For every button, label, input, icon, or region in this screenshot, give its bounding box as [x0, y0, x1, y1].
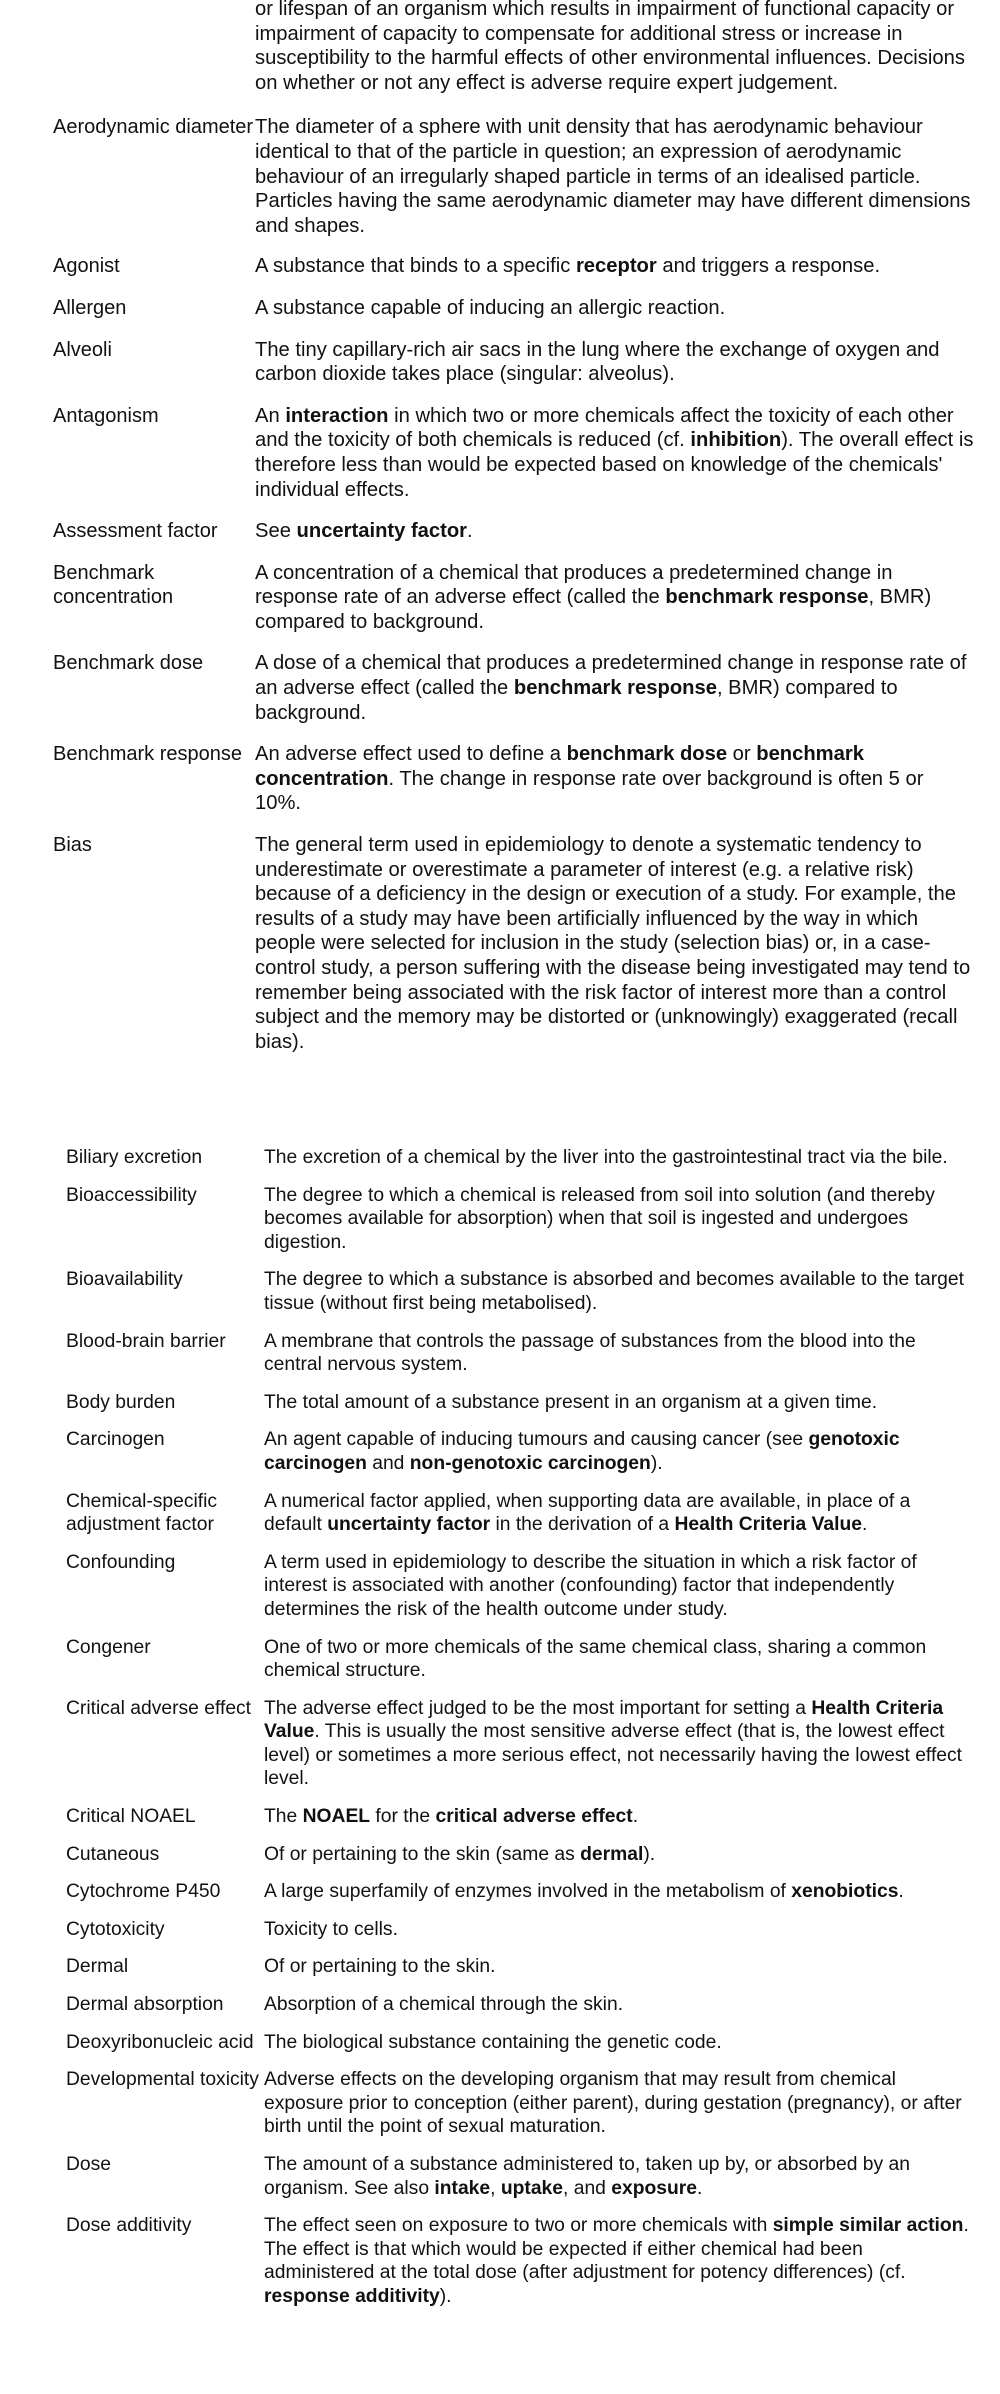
glossary-term: Dermal [66, 1956, 129, 1978]
definition-text: , BMR) compared to background. [255, 586, 932, 633]
definition-text: A substance that binds to a specific [255, 255, 576, 278]
definition-text: See [255, 520, 297, 543]
definition-text: Adverse effects on the developing organism that may result from chemical exposure prior to conception (either parent), during gestation (pregnancy), or after birth until the point of sexual maturation. [264, 2069, 962, 2138]
glossary-entry-chemical-specific-adjustment-factor [0, 1490, 1000, 1537]
definition-text: The effect seen on exposure to two or more chemicals with [264, 2215, 773, 2237]
glossary-definition [255, 0, 975, 95]
glossary-entry-congener [0, 1636, 1000, 1683]
glossary-definition [264, 1880, 972, 1904]
glossary-definition [264, 1551, 972, 1622]
definition-text: . The effect is that which would be expected if either chemical had been administered at the total dose (after adjustment for potency differences) (cf. [264, 2215, 969, 2284]
glossary-definition [255, 296, 975, 321]
glossary-entry-bias [0, 833, 1000, 1054]
glossary-term: Dose [66, 2154, 112, 2175]
definition-text: A numerical factor applied, when supporting data are available, in place of a default [264, 1490, 911, 1536]
glossary-entry-dermal-absorption [0, 1993, 1000, 2017]
cross-reference-term: response additivity [264, 2285, 440, 2307]
glossary-term: Deoxyribonucleic acid [66, 2031, 254, 2053]
glossary-term: Benchmark dose [53, 652, 204, 675]
glossary-entry-blood-brain-barrier [0, 1330, 1000, 1377]
glossary-definition [255, 338, 975, 387]
glossary-term: Bias [53, 834, 92, 857]
glossary-definition [255, 561, 975, 635]
definition-text: The amount of a substance administered to, taken up by, or absorbed by an organism. See also [264, 2154, 910, 2199]
glossary-entry-confounding [0, 1551, 1000, 1622]
glossary-term: Bioavailability [66, 1269, 183, 1291]
glossary-definition [264, 1330, 972, 1377]
glossary-entry-alveoli [0, 338, 1000, 387]
cross-reference-term: benchmark dose [566, 743, 728, 766]
glossary-entry-benchmark-concentration [0, 561, 1000, 635]
cross-reference-term: Health Criteria Value [674, 1514, 862, 1536]
definition-text: or [727, 743, 757, 766]
definition-text: A substance capable of inducing an allergic reaction. [255, 296, 726, 319]
cross-reference-term: exposure [611, 2177, 697, 2199]
definition-text: , [490, 2177, 501, 2199]
cross-reference-term: non-genotoxic carcinogen [409, 1452, 651, 1474]
glossary-entry-allergen [0, 296, 1000, 321]
definition-text: in the derivation of a [490, 1514, 675, 1536]
glossary-term: Developmental toxicity [66, 2069, 259, 2091]
glossary-term: Cytochrome P450 [66, 1881, 221, 1903]
definition-text: and [366, 1452, 410, 1474]
definition-text: Of or pertaining to the skin (same as [264, 1843, 581, 1865]
glossary-term: Dermal absorption [66, 1994, 224, 2016]
glossary-term: Assessment factor [53, 520, 218, 543]
definition-text: . [632, 1806, 639, 1828]
definition-text: An agent capable of inducing tumours and causing cancer (see [264, 1429, 809, 1451]
glossary-definition [264, 1805, 972, 1829]
glossary-entry-cutaneous [0, 1843, 1000, 1867]
glossary-term: Antagonism [53, 404, 159, 427]
glossary-entry-critical-adverse-effect [0, 1697, 1000, 1791]
glossary-definition [264, 1428, 972, 1475]
glossary-entry-cytochrome-p450 [0, 1880, 1000, 1904]
cross-reference-term: intake [434, 2177, 491, 2199]
definition-text: ). [643, 1843, 656, 1865]
definition-text: The total amount of a substance present in an organism at a given time. [264, 1391, 878, 1413]
cross-reference-term: simple similar action [772, 2215, 964, 2237]
glossary-entry-bioaccessibility [0, 1184, 1000, 1255]
definition-text: Of or pertaining to the skin. [264, 1956, 496, 1978]
definition-text: The tiny capillary-rich air sacs in the lung where the exchange of oxygen and carbon dioxide takes place (singular: alveolus). [255, 338, 940, 386]
glossary-definition [264, 1146, 972, 1170]
glossary-definition [264, 1843, 972, 1867]
cross-reference-term: NOAEL [302, 1806, 371, 1828]
cross-reference-term: dermal [580, 1843, 644, 1865]
definition-text: A dose of a chemical that produces a predetermined change in response rate of an adverse effect (called the [255, 652, 967, 700]
glossary-definition [264, 1697, 972, 1791]
glossary-term: Cutaneous [66, 1843, 160, 1865]
definition-text: and triggers a response. [656, 255, 881, 278]
glossary-term: Critical adverse effect [66, 1697, 252, 1719]
definition-text: The biological substance containing the genetic code. [264, 2031, 722, 2053]
definition-text: or lifespan of an organism which results in impairment of functional capacity or impairment of capacity to compensate for additional stress or increase in susceptibility to the harmful effects of other environmental influences. Decisions on whether or not any effect is adverse require expert judgement. [255, 0, 965, 94]
definition-text: . [862, 1514, 868, 1536]
cross-reference-term: benchmark response [513, 677, 717, 700]
definition-text: An adverse effect used to define a [255, 743, 567, 766]
definition-text: The [264, 1806, 303, 1828]
glossary-term: Allergen [53, 296, 127, 319]
glossary-definition [264, 1268, 972, 1315]
definition-text: . [467, 520, 473, 543]
glossary-definition [255, 742, 975, 816]
glossary-term: Critical NOAEL [66, 1806, 196, 1828]
glossary-entry-aerodynamic-diameter [0, 115, 1000, 238]
definition-text: A large superfamily of enzymes involved in the metabolism of [264, 1881, 792, 1903]
cross-reference-term: interaction [285, 404, 389, 427]
glossary-entry-carcinogen [0, 1428, 1000, 1475]
glossary-definition [264, 1636, 972, 1683]
glossary-term: Dose additivity [66, 2215, 192, 2237]
glossary-definition [264, 1490, 972, 1537]
glossary-entry-assessment-factor [0, 519, 1000, 544]
glossary-definition [264, 2214, 972, 2308]
definition-text: The excretion of a chemical by the liver into the gastrointestinal tract via the bile. [264, 1147, 948, 1168]
cross-reference-term: uncertainty factor [296, 520, 468, 543]
definition-text: The general term used in epidemiology to denote a systematic tendency to underestimate or overestimate a parameter of interest (e.g. a relative risk) because of a deficiency in the design or execution of a study. For example, the results of a study may have been artificially influenced by the way in which people were selected for inclusion in the study (selection bias) or, in a case-control study, a person suffering with the disease being investigated may tend to remember being associated with the risk factor of interest more than a control subject and the memory may be distorted or (unknowingly) exaggerated (recall bias). [255, 834, 971, 1053]
glossary-definition [264, 2031, 972, 2055]
glossary-term: Chemical-specific adjustment factor [66, 1490, 218, 1536]
definition-text: , BMR) compared to background. [255, 677, 898, 724]
cross-reference-term: critical adverse effect [435, 1806, 633, 1828]
glossary-entry-deoxyribonucleic-acid [0, 2031, 1000, 2055]
cross-reference-term: genotoxic carcinogen [264, 1429, 900, 1474]
glossary-definition [255, 404, 975, 502]
glossary-term: Aerodynamic diameter [53, 116, 254, 139]
glossary-entry-dermal [0, 1955, 1000, 1979]
glossary-term: Benchmark response [53, 743, 242, 766]
definition-text: The adverse effect judged to be the most important for setting a [264, 1697, 812, 1719]
cross-reference-term: inhibition [690, 429, 782, 452]
glossary-definition [264, 1918, 972, 1942]
definition-text: . This is usually the most sensitive adverse effect (that is, the lowest effect level) or sometimes a more serious effect, not necessarily having the lowest effect level. [264, 1721, 963, 1790]
glossary-section-1 [0, 0, 1000, 1054]
definition-text: Absorption of a chemical through the skin. [264, 1994, 624, 2016]
definition-text: The diameter of a sphere with unit density that has aerodynamic behaviour identical to that of the particle in question; an expression of aerodynamic behaviour of an irregularly shaped particle in terms of an idealised particle. Particles having the same aerodynamic diameter may have different dimensions and shapes. [255, 116, 971, 237]
glossary-definition [255, 254, 975, 279]
glossary-term: Benchmark concentration [53, 561, 174, 609]
definition-text: One of two or more chemicals of the same chemical class, sharing a common chemical structure. [264, 1636, 927, 1682]
definition-text: ). [650, 1452, 663, 1474]
definition-text: Toxicity to cells. [264, 1918, 398, 1940]
definition-text: A term used in epidemiology to describe the situation in which a risk factor of interest is associated with another (confounding) factor that independently determines the risk of the health outcome under study. [264, 1551, 917, 1620]
glossary-term: Agonist [53, 255, 120, 278]
glossary-term: Carcinogen [66, 1429, 165, 1451]
glossary-term: Body burden [66, 1391, 176, 1413]
glossary-definition [255, 519, 975, 544]
glossary-entry-dose-additivity [0, 2214, 1000, 2308]
glossary-entry-benchmark-response [0, 742, 1000, 816]
glossary-entry-cytotoxicity [0, 1918, 1000, 1942]
glossary-entry-continued [0, 0, 1000, 95]
definition-text: . The change in response rate over background is often 5 or 10%. [255, 767, 924, 815]
glossary-entry-antagonism [0, 404, 1000, 502]
glossary-term: Blood-brain barrier [66, 1330, 226, 1352]
glossary-definition [255, 651, 975, 725]
glossary-entry-agonist [0, 254, 1000, 279]
definition-text: in which two or more chemicals affect the toxicity of each other and the toxicity of both chemicals is reduced (cf. [255, 404, 954, 452]
glossary-definition [264, 1391, 972, 1415]
definition-text: A membrane that controls the passage of substances from the blood into the central nervous system. [264, 1330, 916, 1376]
glossary-definition [264, 1955, 972, 1979]
glossary-entry-developmental-toxicity [0, 2068, 1000, 2139]
glossary-entry-benchmark-dose [0, 651, 1000, 725]
glossary-entry-critical-noael [0, 1805, 1000, 1829]
cross-reference-term: uncertainty factor [327, 1514, 491, 1536]
glossary-term: Congener [66, 1636, 151, 1658]
glossary-term: Cytotoxicity [66, 1918, 165, 1940]
definition-text: ). [439, 2285, 452, 2307]
cross-reference-term: Health Criteria Value [264, 1697, 944, 1743]
glossary-entry-body-burden [0, 1391, 1000, 1415]
cross-reference-term: benchmark concentration [255, 743, 864, 790]
cross-reference-term: xenobiotics [791, 1881, 899, 1903]
cross-reference-term: uptake [500, 2177, 564, 2199]
glossary-definition [264, 1184, 972, 1255]
cross-reference-term: receptor [575, 255, 657, 278]
glossary-definition [264, 2153, 972, 2200]
definition-text: . [898, 1881, 904, 1903]
glossary-entry-bioavailability [0, 1268, 1000, 1315]
glossary-term: Confounding [66, 1551, 176, 1573]
definition-text: An [255, 404, 286, 427]
definition-text: ). The overall effect is therefore less than would be expected based on knowledge of the chemicals' individual effects. [255, 429, 974, 501]
definition-text: , and [563, 2177, 612, 2199]
definition-text: The degree to which a chemical is released from soil into solution (and thereby becomes available for absorption) when that soil is ingested and undergoes digestion. [264, 1184, 935, 1253]
glossary-term: Alveoli [53, 338, 112, 361]
glossary-term: Biliary excretion [66, 1147, 203, 1168]
definition-text: for the [370, 1806, 436, 1828]
definition-text: The degree to which a substance is absorbed and becomes available to the target tissue (without first being metabolised). [264, 1269, 964, 1314]
glossary-section-2 [0, 1146, 1000, 2309]
glossary-entry-dose [0, 2153, 1000, 2200]
glossary-entry-biliary-excretion [0, 1146, 1000, 1170]
glossary-definition [255, 833, 975, 1054]
definition-text: A concentration of a chemical that produces a predetermined change in response rate of an adverse effect (called the [255, 561, 893, 609]
cross-reference-term: benchmark response [665, 586, 869, 609]
glossary-definition [264, 1993, 972, 2017]
glossary-definition [264, 2068, 972, 2139]
definition-text: . [697, 2177, 703, 2199]
glossary-term: Bioaccessibility [66, 1184, 197, 1206]
glossary-definition [255, 115, 975, 238]
